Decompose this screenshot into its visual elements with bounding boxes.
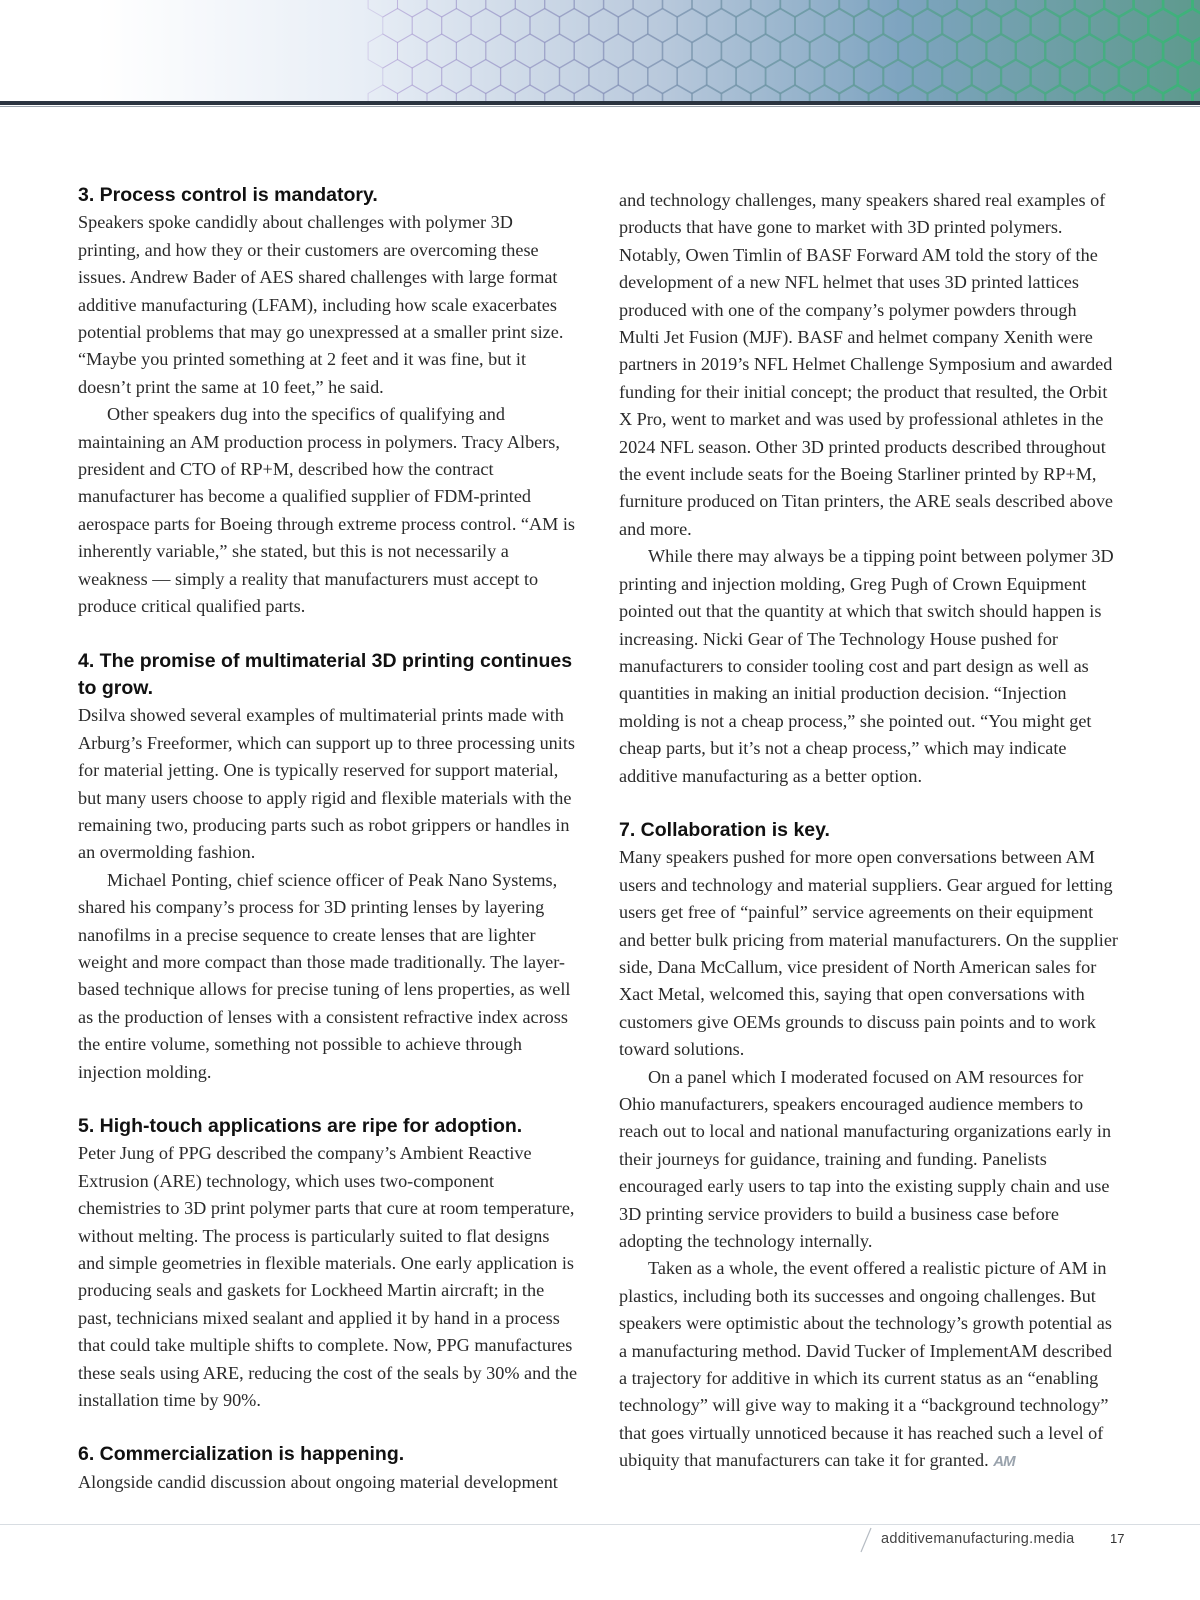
hexagon-cell <box>663 0 693 17</box>
hexagon-cell <box>633 0 662 17</box>
section-7-paragraph-1: Many speakers pushed for more open conversations between AM users and technology and material suppliers. Gear argued for letting users get free of “painful” service agreements on their equipment and better bulk pricing from material manufacturers. On the supplier side, Dana McCallum, vice president of North American sales for Xact Metal, welcomed this, saying that open conversations with customers give OEMs grounds to discuss pain points and to work toward solutions. <box>619 847 1118 1060</box>
hexagon-cell <box>780 0 809 17</box>
section-7-heading: 7. Collaboration is key. <box>619 818 830 841</box>
section-4-paragraph-2: Michael Ponting, chief science officer of Peak Nano Systems, shared his company’s process for 3D printing lenses by layering nanofilms in a precise sequence to create lenses that are lighter weight and more compact than those made traditionally. The layer-based technique allows for precise tuning of lens properties, as well as the production of lenses with a consistent refractive index across the entire volume, something not possible to achieve through injection molding. <box>78 869 571 1082</box>
hexagon-cell <box>1045 0 1074 17</box>
footer-website: additivemanufacturing.media <box>881 1531 1075 1547</box>
hexagon-cell <box>589 9 618 43</box>
hexagon-cell <box>1075 0 1105 17</box>
left-column <box>78 182 578 1496</box>
section-7-paragraph-3 <box>619 1255 1119 1475</box>
section-4-paragraph-1: Dsilva showed several examples of multimaterial prints made with Arburg’s Freeformer, which can support up to three processing units for material jetting. One is typically reserved for support material, but many users choose to apply rigid and flexible materials with the remaining two, producing parts such as robot grippers or handles in an overmolding fashion. <box>78 705 575 863</box>
hexagon-cell <box>456 34 485 68</box>
header-rule <box>0 101 1200 105</box>
hexagon-cell <box>383 9 412 43</box>
hexagon-cell <box>530 60 560 94</box>
section-4-heading: 4. The promise of multimaterial 3D printing continues to grow. <box>78 649 573 699</box>
hexagon-cell <box>368 0 397 17</box>
hexagon-cell <box>692 0 721 17</box>
section-6-continued-paragraph-1: and technology challenges, many speakers shared real examples of products that have gone to market with 3D printed polymers. Notably, Owen Timlin of BASF Forward AM told the story of the development of a new NFL helmet that uses 3D printed lattices produced with one of the company’s polymer powders through Multi Jet Fusion (MJF). BASF and helmet company Xenith were partners in 2019’s NFL Helmet Challenge Symposium and awarded funding for their initial concept; the product that resulted, the Orbit X Pro, went to market and was used by professional athletes in the 2024 NFL season. Other 3D printed products described throughout the event include seats for the Boeing Starliner printed by RP+M, furniture produced on Titan printers, the ARE seals described above and more. <box>619 190 1113 539</box>
section-3-paragraph-1: Speakers spoke candidly about challenges with polymer 3D printing, and how they or their customers are overcoming these issues. Andrew Bader of AES shared challenges with large format additive manufacturing (LFAM), including how scale exacerbates potential problems that may go unexpressed at a smaller print size. “Maybe you printed something at 2 feet and it was fine, but it doesn’t print the same at 10 feet,” he said. <box>78 212 564 397</box>
header-banner <box>0 0 1200 104</box>
hexagon-cell <box>986 0 1015 17</box>
section-6-paragraph-1: Alongside candid discussion about ongoing material development <box>78 1471 558 1492</box>
section-6-continued-paragraph-2: While there may always be a tipping point between polymer 3D printing and injection molding, Greg Pugh of Crown Equipment pointed out that the quantity at which that switch should happen is increasing. Nicki Gear of The Technology House pushed for manufacturers to consider tooling cost and part design as well as quantities in making an initial production decision. “Injection molding is not a cheap process,” she pointed out. “You might get cheap parts, but it’s not a cheap process,” which may indicate additive manufacturing as a better option. <box>619 546 1114 786</box>
hexagon-cell <box>574 34 603 68</box>
hexagon-cell <box>456 0 485 17</box>
hexagon-cell <box>1104 0 1133 17</box>
hexagon-cell <box>1163 0 1192 17</box>
section-3-paragraph-2: Other speakers dug into the specifics of qualifying and maintaining an AM production process in polymers. Tracy Albers, president and CTO of RP+M, described how the contract manufacturer has become a qualified supplier of FDM-printed aerospace parts for Boeing through extreme process control. “AM is inherently variable,” she stated, but this is not necessarily a weakness — simply a reality that manufacturers must accept to produce critical qualified parts. <box>78 404 575 617</box>
hexagon-cell <box>545 0 575 17</box>
hexagon-cell <box>560 9 589 43</box>
footer-slash-decoration <box>860 1527 872 1553</box>
hexagon-cell <box>530 9 560 43</box>
hexagon-cell <box>442 60 471 94</box>
section-3-heading: 3. Process control is mandatory. <box>78 184 378 206</box>
hexagon-cell <box>398 34 428 68</box>
hexagon-cell <box>928 0 958 17</box>
right-column <box>619 187 1119 1476</box>
hexagon-cell <box>412 9 442 43</box>
hexagon-cell <box>501 9 530 43</box>
hexagon-cell <box>515 0 544 17</box>
end-of-article-am-logo: AM <box>993 1453 1015 1471</box>
hexagon-cell <box>427 34 456 68</box>
hexagon-pattern-decoration <box>0 0 1200 104</box>
hexagon-cell <box>486 0 516 17</box>
hexagon-cell <box>589 60 618 94</box>
header-rule-thin <box>0 106 1200 107</box>
hexagon-cell <box>604 0 634 17</box>
hexagon-cell <box>515 34 544 68</box>
hexagon-cell <box>471 60 501 94</box>
hexagon-cell <box>810 0 840 17</box>
hexagon-cell <box>751 0 781 17</box>
hexagon-cell <box>957 0 986 17</box>
hexagon-cell <box>412 60 442 94</box>
hexagon-cell <box>1134 0 1164 17</box>
hexagon-cell <box>898 0 927 17</box>
hexagon-cell <box>545 34 575 68</box>
hexagon-cell <box>442 9 471 43</box>
hexagon-cell <box>1016 0 1046 17</box>
hexagon-cell <box>839 0 868 17</box>
page-number: 17 <box>1110 1531 1125 1546</box>
hexagon-cell <box>486 34 516 68</box>
hexagon-cell <box>427 0 456 17</box>
section-6-heading: 6. Commercialization is happening. <box>78 1443 405 1466</box>
hexagon-cell <box>383 60 412 94</box>
hexagon-cell <box>471 9 501 43</box>
hexagon-cell <box>501 60 530 94</box>
section-5-heading: 5. High-touch applications are ripe for adoption. <box>78 1115 523 1137</box>
footer-rule <box>0 1524 1200 1525</box>
hexagon-cell <box>398 0 428 17</box>
section-7-paragraph-2: On a panel which I moderated focused on AM resources for Ohio manufacturers, speakers encouraged audience members to reach out to local and national manufacturing organizations early in their journeys for guidance, training and funding. Panelists encouraged early users to tap into the existing supply chain and use 3D printing service providers to build a business case before adopting the technology internally. <box>619 1066 1112 1252</box>
section-5-paragraph-1: Peter Jung of PPG described the company’s Ambient Reactive Extrusion (ARE) technology, which uses two-component chemistries to 3D print polymer parts that cure at room temperature, without melting. The process is particularly suited to flat designs and simple geometries in flexible materials. One early application is producing seals and gaskets for Lockheed Martin aircraft; in the past, technicians mixed sealant and applied it by hand in a process that could take multiple shifts to complete. Now, PPG manufactures these seals using ARE, reducing the cost of the seals by 30% and the installation time by 90%. <box>78 1143 578 1411</box>
closing-paragraph-text: Taken as a whole, the event offered a realistic picture of AM in plastics, including both its successes and ongoing challenges. But speakers were optimistic about the technology’s growth potential as a manufacturing method. David Tucker of ImplementAM described a trajectory for additive in which its current status as an “enabling technology” will give way to making it a “background technology” that goes virtually unnoticed because it has reached such a level of ubiquity that manufacturers can take it for granted. <box>619 1258 1112 1471</box>
hexagon-cell <box>574 0 603 17</box>
hexagon-cell <box>368 34 397 68</box>
hexagon-cell <box>560 60 589 94</box>
hexagon-cell <box>869 0 899 17</box>
hexagon-cell <box>721 0 750 17</box>
